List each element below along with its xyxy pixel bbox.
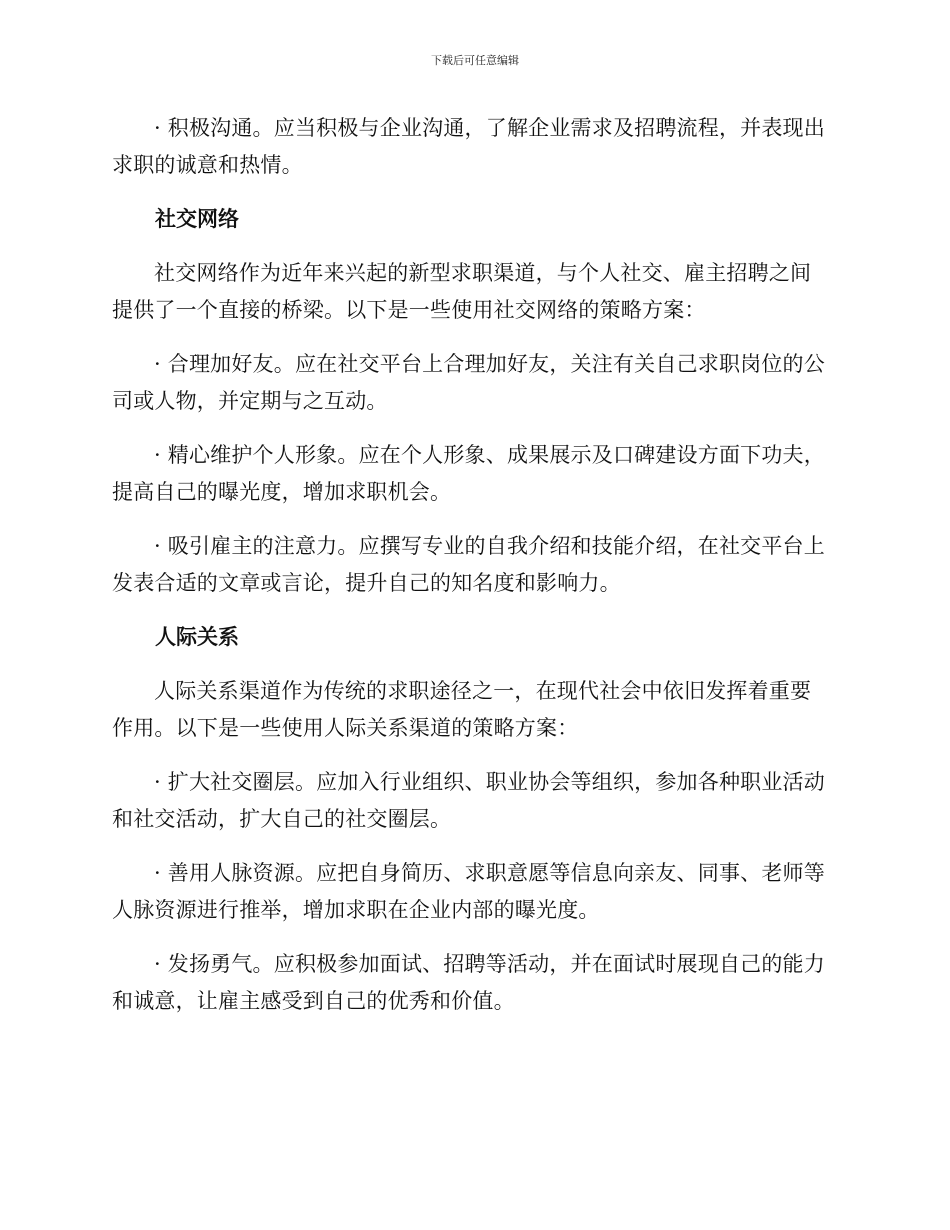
bullet-paragraph-personal-image: · 精心维护个人形象。应在个人形象、成果展示及口碑建设方面下功夫，提高自己的曝光度，增加求职机会。	[112, 443, 825, 504]
bullet-paragraph-add-friends: · 合理加好友。应在社交平台上合理加好友，关注有关自己求职岗位的公司或人物，并定期与之互动。	[112, 352, 825, 413]
bullet-paragraph-expand-circle: · 扩大社交圈层。应加入行业组织、职业协会等组织，参加各种职业活动和社交活动，扩大自己的社交圈层。	[112, 770, 825, 831]
section-heading-personal-relations: 人际关系	[155, 625, 239, 649]
intro-paragraph-personal-relations: 人际关系渠道作为传统的求职途径之一，在现代社会中依旧发挥着重要作用。以下是一些使用人际关系渠道的策略方案：	[112, 679, 812, 740]
bullet-paragraph-attract-employer: · 吸引雇主的注意力。应撰写专业的自我介绍和技能介绍，在社交平台上发表合适的文章或言论，提升自己的知名度和影响力。	[112, 534, 825, 595]
page-header: 下载后可任意编辑	[431, 54, 519, 67]
section-heading-social-network: 社交网络	[155, 207, 239, 231]
intro-paragraph-social-network: 社交网络作为近年来兴起的新型求职渠道，与个人社交、雇主招聘之间提供了一个直接的桥梁。以下是一些使用社交网络的策略方案：	[112, 261, 812, 322]
bullet-paragraph-active-communication: · 积极沟通。应当积极与企业沟通，了解企业需求及招聘流程，并表现出求职的诚意和热情。	[112, 116, 825, 177]
document-body	[112, 110, 832, 1037]
bullet-paragraph-courage: · 发扬勇气。应积极参加面试、招聘等活动，并在面试时展现自己的能力和诚意，让雇主感受到自己的优秀和价值。	[112, 952, 825, 1013]
bullet-paragraph-use-connections: · 善用人脉资源。应把自身简历、求职意愿等信息向亲友、同事、老师等人脉资源进行推举，增加求职在企业内部的曝光度。	[112, 861, 825, 922]
